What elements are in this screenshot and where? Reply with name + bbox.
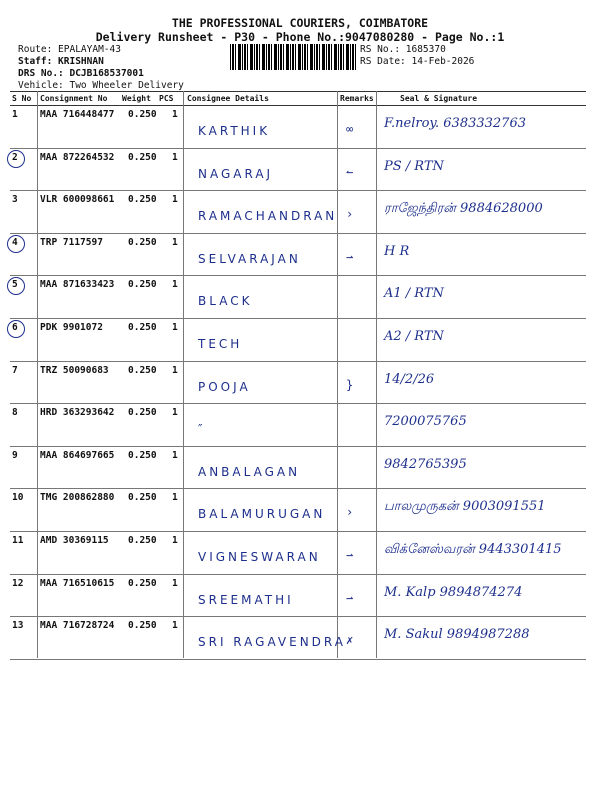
row-consignment: HRD 363293642 [40,407,115,419]
table-row [0,532,600,575]
table-row [0,362,600,405]
rs-date: RS Date: 14-Feb-2026 [360,56,475,67]
table-row [0,404,600,447]
table-row [0,319,600,362]
row-weight: 0.250 [128,322,157,333]
row-signature: H R [384,243,410,259]
row-consignee-name: SELVARAJAN [198,251,301,266]
company-title: THE PROFESSIONAL COURIERS, COIMBATORE [171,16,429,30]
row-consignee-name: POOJA [198,379,251,394]
vehicle: Vehicle: Two Wheeler Delivery [18,80,184,91]
table-row [0,276,600,319]
table-row [0,447,600,490]
row-consignee-name: NAGARAJ [198,166,274,181]
row-pcs: 1 [172,449,178,461]
row-weight: 0.250 [128,364,157,376]
row-consignee-name: SREEMATHI [198,592,294,607]
row-signature: 9842765395 [384,456,467,472]
header-weight: Weight [122,94,151,103]
row-pcs: 1 [172,364,178,376]
row-remark: ⇀ [346,548,354,562]
header-consignee: Consignee Details [187,94,269,103]
runsheet-title: Delivery Runsheet - P30 - Phone No.:9047080280 - Page No.:1 [95,30,505,44]
row-pcs: 1 [172,279,178,291]
barcode [230,44,356,70]
row-consignee-name: KARTHIK [198,124,271,138]
row-consignee-name: TECH [198,337,243,351]
header-top-rule [10,91,586,92]
row-remark: ⇀ [346,249,354,264]
row-consignment: TMG 200862880 [40,492,115,504]
table-row [0,489,600,532]
row-sno-circle [7,277,25,295]
row-signature: M. Kalp 9894874274 [384,584,523,600]
row-signature: M. Sakul 9894987288 [384,627,530,643]
row-consignment: TRP 7117597 [40,236,103,248]
row-signature: 14/2/26 [384,371,435,387]
row-sno: 9 [12,449,18,461]
header-pcs: PCS [159,94,174,103]
row-pcs: 1 [172,194,178,206]
row-pcs: 1 [172,407,178,419]
row-consignment: MAA 716448477 [40,109,115,120]
row-pcs: 1 [172,151,178,163]
row-sno: 7 [12,364,18,376]
row-weight: 0.250 [128,279,157,291]
row-signature: PS / RTN [384,158,444,174]
header-sno: S No [12,94,32,103]
row-sno: 2 [12,151,18,163]
row-pcs: 1 [172,109,178,120]
row-weight: 0.250 [128,236,157,248]
table-row [0,149,600,192]
row-remark: ⇀ [346,590,354,605]
row-sno: 10 [12,492,24,504]
row-sno: 8 [12,407,18,419]
row-pcs: 1 [172,620,178,632]
row-weight: 0.250 [128,620,157,632]
route: Route: EPALAYAM-43 [18,44,121,55]
row-pcs: 1 [172,322,178,333]
row-sno: 3 [12,194,18,206]
table-row [0,191,600,234]
staff: Staff: KRISHNAN [18,56,104,67]
row-remark: } [346,377,354,392]
row-consignment: TRZ 50090683 [40,364,109,376]
row-weight: 0.250 [128,449,157,461]
row-sno: 11 [12,535,24,546]
row-weight: 0.250 [128,577,157,589]
row-sno: 1 [12,109,18,120]
row-pcs: 1 [172,535,178,546]
rs-number: RS No.: 1685370 [360,44,446,55]
row-sno-circle [7,235,25,253]
row-consignment: AMD 30369115 [40,535,109,546]
row-sno: 4 [12,236,18,248]
row-consignee-name: BLACK [198,294,253,309]
drs-number: DRS No.: DCJB168537001 [18,68,144,79]
row-weight: 0.250 [128,407,157,419]
row-sno-circle [7,320,25,338]
row-rule [10,659,586,660]
row-consignee-name: BALAMURUGAN [198,507,326,522]
row-remark: › [346,505,354,520]
row-weight: 0.250 [128,151,157,163]
row-consignment: MAA 872264532 [40,151,115,163]
row-remark: › [346,207,354,222]
row-pcs: 1 [172,236,178,248]
row-weight: 0.250 [128,109,157,120]
row-consignment: MAA 716510615 [40,577,115,589]
header-remarks: Remarks [340,94,374,103]
row-weight: 0.250 [128,194,157,206]
row-remark: ∞ [346,122,354,136]
row-sno: 12 [12,577,24,589]
row-sno: 5 [12,279,18,291]
row-consignee-name: ANBALAGAN [198,464,301,479]
header-consignment: Consignment No [40,94,108,103]
table-row [0,617,600,660]
row-sno-circle [7,150,25,168]
row-remark: ✗ [346,633,354,648]
row-consignee-name: RAMACHANDRAN [198,209,338,224]
row-remark: ↼ [346,164,354,179]
row-signature: F.nelroy. 6383332763 [384,116,526,131]
row-signature: விக்னேஸ்வரன் 9443301415 [384,542,562,557]
row-weight: 0.250 [128,492,157,504]
row-weight: 0.250 [128,535,157,546]
row-consignee-name: SRI RAGAVENDRA [198,635,346,650]
row-consignment: MAA 871633423 [40,279,115,291]
row-signature: A2 / RTN [384,329,444,344]
row-consignment: MAA 864697665 [40,449,115,461]
row-signature: ராஜேந்திரன் 9884628000 [384,201,543,217]
row-signature: பாலமுருகன் 9003091551 [384,499,546,515]
table-row [0,575,600,618]
row-pcs: 1 [172,492,178,504]
row-signature: 7200075765 [384,414,467,430]
header-seal: Seal & Signature [400,94,478,103]
table-row [0,234,600,277]
row-consignment: MAA 716728724 [40,620,115,632]
row-sno: 13 [12,620,24,632]
row-consignment: PDK 9901072 [40,322,103,333]
row-sno: 6 [12,322,18,333]
row-signature: A1 / RTN [384,286,444,302]
row-consignment: VLR 600098661 [40,194,115,206]
table-row [0,106,600,149]
row-consignee-name: ″ [198,422,206,437]
row-consignee-name: VIGNESWARAN [198,550,321,564]
row-pcs: 1 [172,577,178,589]
